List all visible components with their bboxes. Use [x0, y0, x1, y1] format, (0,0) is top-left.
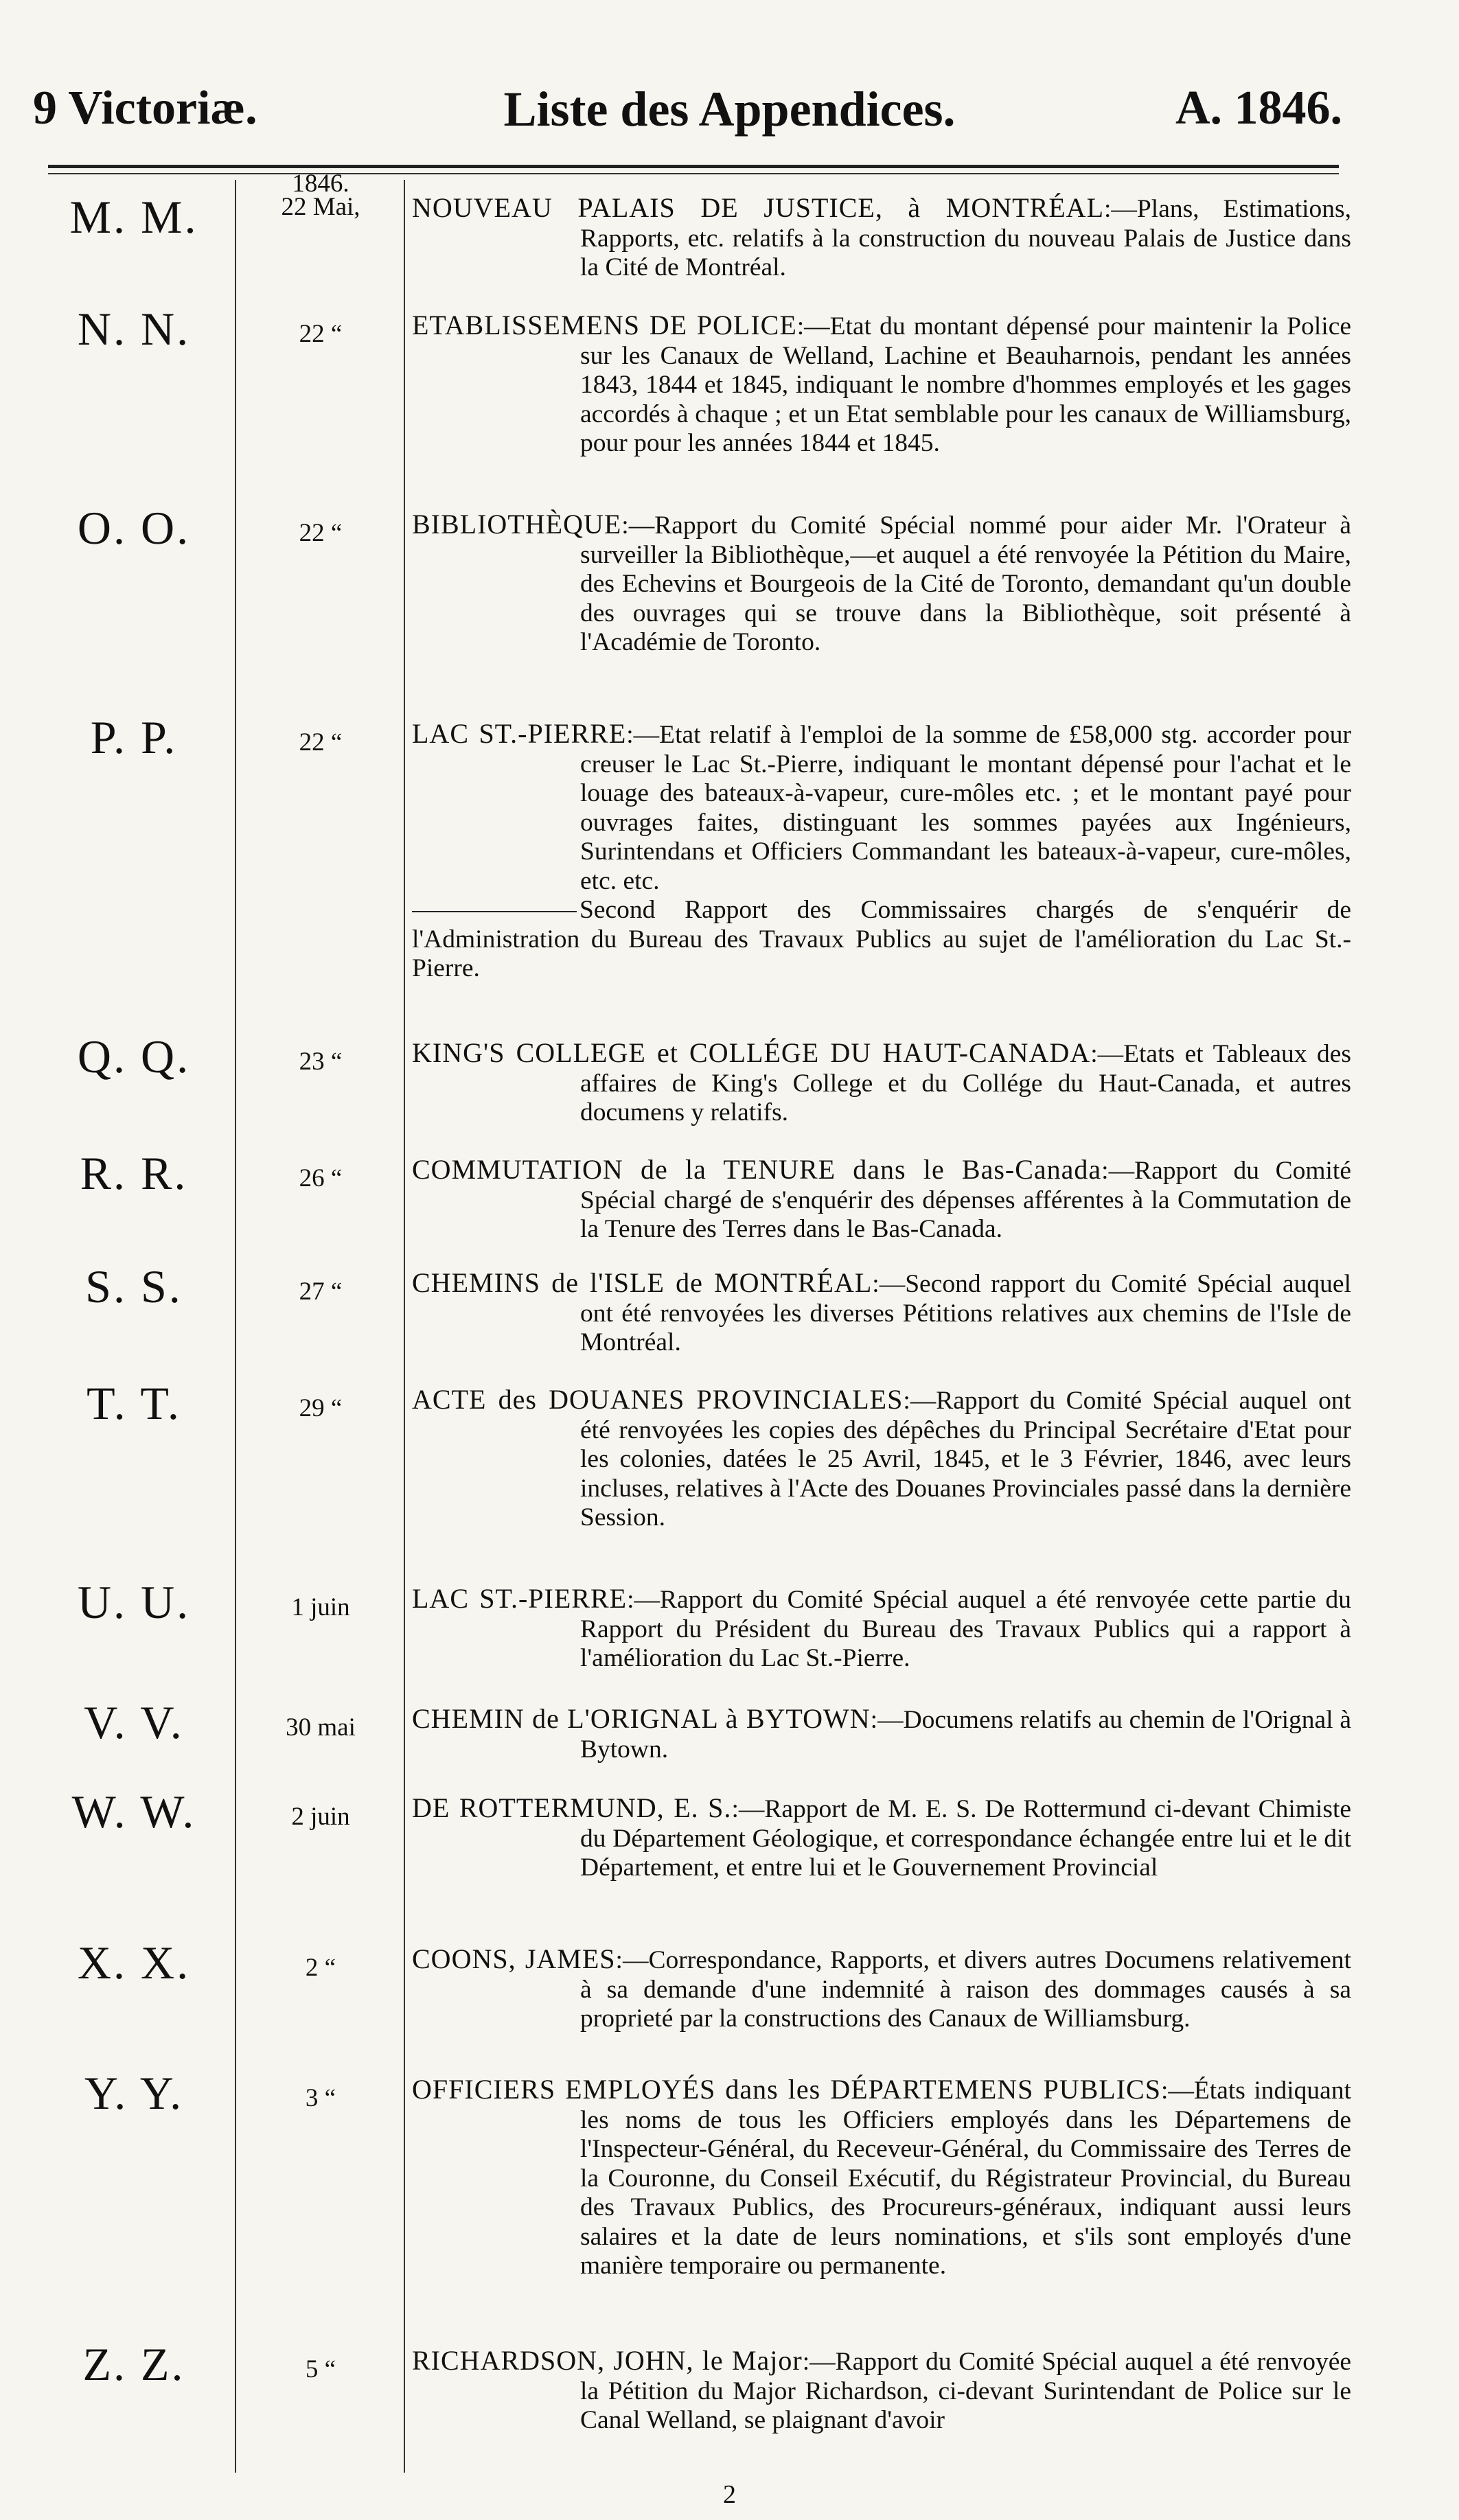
appendix-description — [412, 1385, 1351, 1533]
appendix-date: 5 “ — [305, 2355, 336, 2383]
appendix-code: Y. Y. — [84, 2067, 184, 2119]
appendix-date: 23 “ — [299, 1048, 343, 1076]
appendix-title: OFFICIERS EMPLOYÉS dans les DÉPARTEMENS PUBLICS — [412, 2074, 1161, 2105]
appendix-text: :—États indiquant les noms de tous les Officiers employés dans les Départemens de l'Inspecteur-Général, du Receveur-Général, du Commissaire des Terres de la Couronne, du Conseil Exécutif, du Régistrateur Provincial, du Bureau des Travaux Publics, des Procureurs-généraux, indiquant aussi leurs salaires et la date de leurs nominations, et s'ils sont employés d'une manière temporaire ou permanente. — [580, 2077, 1351, 2280]
appendix-text: :—Documens relatifs au chemin de l'Orignal à Bytown. — [580, 1706, 1351, 1764]
appendix-description — [412, 1269, 1351, 1358]
appendix-title: BIBLIOTHÈQUE — [412, 509, 622, 540]
header-rule-thick — [48, 165, 1339, 168]
appendix-code: Z. Z. — [82, 2338, 185, 2390]
appendix-description — [412, 1155, 1351, 1245]
appendix-text: :—Etat relatif à l'emploi de la somme de £58,000 stg. accorder pour creuser le Lac St.-Pierre, indiquant le montant dépensé pour l'achat et le louage des bateaux-à-vapeur, cure-môles etc. ; et le montant payé pour ouvrages faites, distinguant les sommes payées aux Ingénieurs, Surintendans et Officiers Commandant les bateaux-à-vapeur, cure-môles, etc. etc. — [580, 721, 1351, 895]
appendix-title: KING'S COLLEGE et COLLÉGE DU HAUT-CANADA — [412, 1037, 1091, 1068]
appendix-code: N. N. — [77, 303, 191, 355]
appendix-code: Q. Q. — [77, 1030, 191, 1083]
appendix-date: 1 juin — [291, 1593, 350, 1621]
appendix-description — [412, 510, 1351, 658]
appendix-date: 3 “ — [305, 2084, 336, 2112]
appendix-code: X. X. — [77, 1937, 191, 1989]
appendix-date: 30 mai — [286, 1713, 356, 1742]
appendix-code: P. P. — [90, 711, 178, 763]
appendix-title: COMMUTATION de la TENURE dans le Bas-Canada — [412, 1154, 1102, 1185]
page-header — [0, 81, 1459, 150]
appendix-text: :—Rapport du Comité Spécial auquel ont été renvoyées les copies des dépêches du Principal Secrétaire d'Etat pour les colonies, datées le 25 Avril, 1845, et le 3 Février, 1846, avec leurs incluses, relatives à l'Acte des Douanes Provinciales passé dans la dernière Session. — [580, 1387, 1351, 1531]
appendix-text: :—Rapport du Comité Spécial chargé de s'enquérir des dépenses afférentes à la Commutation de la Tenure des Terres dans le Bas-Canada. — [580, 1157, 1351, 1243]
appendix-description — [412, 194, 1351, 283]
appendix-description — [412, 719, 1351, 984]
appendix-text-second: Second Rapport des Commissaires chargés de s'enquérir de l'Administration du Bureau des Travaux Publics au sujet de l'amélioration du Lac St.-Pierre. — [412, 896, 1351, 982]
appendix-description — [412, 1584, 1351, 1674]
appendix-description — [412, 2075, 1351, 2281]
year-label: 1846. — [292, 170, 349, 198]
appendix-text: :—Second rapport du Comité Spécial auquel ont été renvoyées les diverses Pétitions relatives aux chemins de l'Isle de Montréal. — [580, 1270, 1351, 1356]
appendix-code: O. O. — [77, 502, 191, 554]
appendix-text: :—Rapport du Comité Spécial auquel a été renvoyée la Pétition du Major Richardson, ci-devant Surintendant de Police sur le Canal Welland, se plaignant d'avoir — [580, 2348, 1352, 2434]
appendix-title: COONS, JAMES — [412, 1943, 616, 1974]
appendix-title: DE ROTTERMUND, E. S. — [412, 1792, 732, 1823]
appendix-date: 22 Mai, — [281, 193, 360, 221]
appendix-date: 2 “ — [305, 1954, 336, 1982]
appendix-date: 2 juin — [291, 1803, 350, 1831]
appendix-text: :—Correspondance, Rapports, et divers autres Documens relativement à sa demande d'une indemnité à raison des dommages causés à sa proprieté par la constructions des Canaux de Williamsburg. — [580, 1946, 1351, 2033]
appendix-date: 26 “ — [299, 1164, 343, 1192]
appendix-text: :—Etats et Tableaux des affaires de King's College et du Collége du Haut-Canada, et autres documens y relatifs. — [580, 1040, 1351, 1126]
header-title: Liste des Appendices. — [503, 82, 956, 137]
appendix-title: NOUVEAU PALAIS DE JUSTICE, à MONTRÉAL — [412, 192, 1104, 223]
appendix-description — [412, 1794, 1351, 1883]
appendix-text: :—Etat du montant dépensé pour maintenir la Police sur les Canaux de Welland, Lachine et Beauharnois, pendant les années 1843, 1844 et 1845, indiquant le nombre d'hommes employés et les gages accordés à chaque ; et un Etat semblable pour les canaux de Williamsburg, pour pour les années 1844 et 1845. — [580, 312, 1351, 457]
appendix-description — [412, 1039, 1351, 1128]
column-divider-left — [235, 180, 236, 2473]
appendix-title: ACTE des DOUANES PROVINCIALES — [412, 1384, 904, 1415]
appendix-title: CHEMINS de l'ISLE de MONTRÉAL — [412, 1267, 873, 1298]
appendix-title: CHEMIN de L'ORIGNAL à BYTOWN — [412, 1703, 871, 1734]
appendix-code: R. R. — [80, 1147, 188, 1199]
appendix-code: U. U. — [77, 1576, 191, 1628]
appendix-description — [412, 1945, 1351, 2034]
appendix-title: ETABLISSEMENS DE POLICE — [412, 310, 797, 340]
appendix-text: :—Plans, Estimations, Rapports, etc. relatifs à la construction du nouveau Palais de Justice dans la Cité de Montréal. — [580, 195, 1351, 281]
appendix-code: S. S. — [85, 1260, 183, 1313]
appendix-title: RICHARDSON, JOHN, le Major — [412, 2345, 803, 2376]
appendix-description — [412, 311, 1351, 459]
ditto-dash — [412, 911, 577, 912]
appendix-description — [412, 1704, 1351, 1764]
appendix-text: :—Rapport du Comité Spécial nommé pour aider Mr. l'Orateur à surveiller la Bibliothèque,—et auquel a été renvoyée la Pétition du Maire, des Echevins et Bourgeois de la Cité de Toronto, demandant qu'un double des ouvrages qui se trouve dans la Bibliothèque, soit présenté à l'Académie de Toronto. — [580, 511, 1351, 656]
column-divider-right — [404, 180, 405, 2473]
appendix-date: 22 “ — [299, 728, 343, 756]
appendix-text: :—Rapport de M. E. S. De Rottermund ci-devant Chimiste du Département Géologique, et correspondance échangée entre lui et le dit Département, et entre lui et le Gouvernement Provincial — [580, 1795, 1352, 1882]
appendix-code: M. M. — [69, 191, 198, 243]
header-year: A. 1846. — [1175, 82, 1342, 135]
appendix-title: LAC ST.-PIERRE — [412, 718, 627, 749]
appendix-date: 29 “ — [299, 1394, 343, 1422]
appendix-date: 22 “ — [299, 320, 343, 348]
appendix-date: 27 “ — [299, 1278, 343, 1306]
appendix-date: 22 “ — [299, 519, 343, 547]
appendix-description — [412, 2346, 1351, 2436]
header-session: 9 Victoriæ. — [33, 82, 257, 135]
appendix-text: :—Rapport du Comité Spécial auquel a été renvoyée cette partie du Rapport du Président du Bureau des Travaux Publics qui a rapport à l'amélioration du Lac St.-Pierre. — [580, 1586, 1351, 1672]
page-number: 2 — [723, 2480, 736, 2509]
appendix-title: LAC ST.-PIERRE — [412, 1583, 628, 1614]
appendix-code: W. W. — [71, 1785, 196, 1838]
appendix-code: V. V. — [84, 1696, 184, 1748]
appendix-code: T. T. — [87, 1377, 181, 1429]
